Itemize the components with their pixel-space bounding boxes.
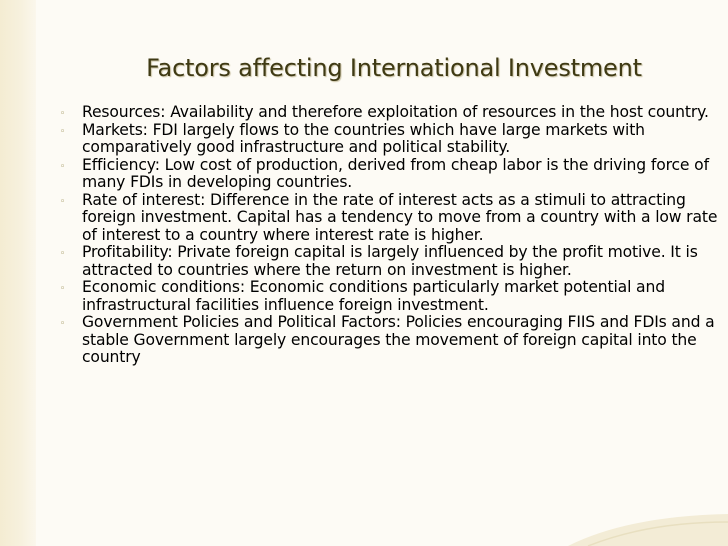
bullet-text: Resources: Availability and therefore exploitation of resources in the host country. (82, 103, 709, 121)
bullet-economic-conditions (60, 279, 720, 314)
bullet-text: Economic conditions: Economic conditions particularly market potential and infrastructural facilities influence foreign investment. (82, 278, 665, 314)
hollow-circle-icon: ◦ (60, 284, 66, 294)
hollow-circle-icon: ◦ (60, 249, 66, 259)
bullet-text: Markets: FDI largely flows to the countries which have large markets with comparatively good infrastructure and political stability. (82, 120, 645, 156)
hollow-circle-icon: ◦ (60, 161, 66, 172)
hollow-circle-icon: ◦ (60, 109, 66, 119)
hollow-circle-icon: ◦ (60, 126, 66, 137)
hollow-circle-icon: ◦ (60, 319, 66, 329)
bullet-text: Rate of interest: Difference in the rate of interest acts as a stimuli to attracting foreign investment. Capital has a tendency to move from a country with a low rate of interest to a country where interest rate is higher. (82, 190, 718, 244)
bullet-efficiency (60, 157, 720, 192)
left-decorative-bar (0, 0, 36, 546)
slide-title: Factors affecting International Investment (146, 54, 642, 82)
bullet-resources (60, 104, 720, 122)
bullet-rate-of-interest (60, 192, 720, 245)
bullet-government-policies (60, 314, 720, 367)
bullet-text: Efficiency: Low cost of production, derived from cheap labor is the driving force of many FDIs in developing countries. (82, 155, 709, 191)
hollow-circle-icon: ◦ (60, 196, 66, 207)
bullet-text: Profitability: Private foreign capital is largely influenced by the profit motive. It is attracted to countries where the return on investment is higher. (82, 243, 698, 279)
corner-decoration (568, 456, 728, 546)
bullet-text: Government Policies and Political Factors: Policies encouraging FIIS and FDIs and a stable Government largely encourages the movement of foreign capital into the country (82, 313, 715, 366)
bullet-profitability (60, 244, 720, 279)
bullet-markets (60, 122, 720, 157)
bullet-list (60, 104, 720, 367)
